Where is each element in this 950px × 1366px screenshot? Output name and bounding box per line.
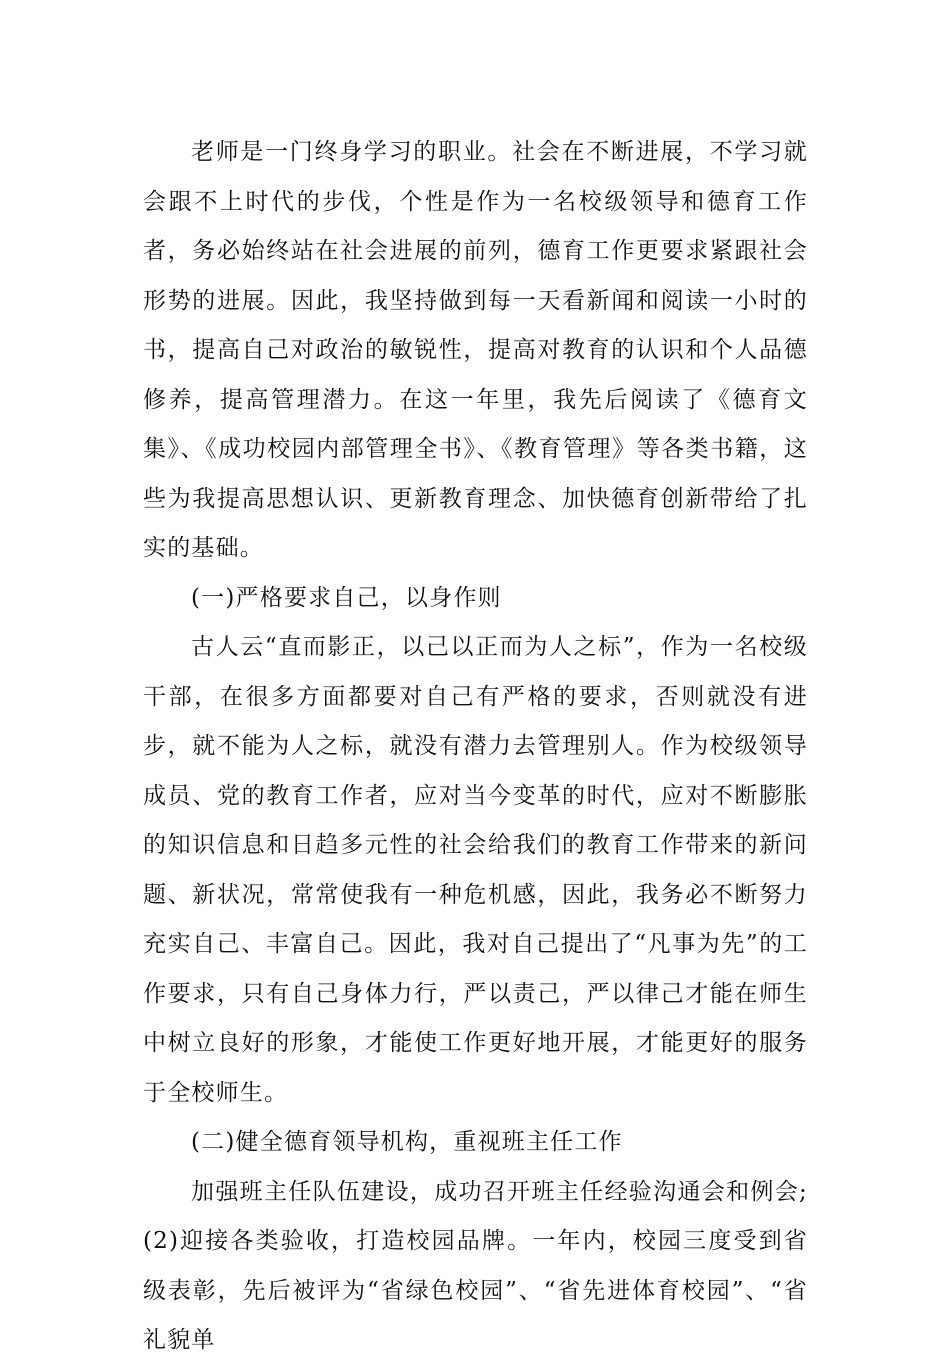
section-heading-two: (二)健全德育领导机构，重视班主任工作	[191, 1129, 623, 1155]
paragraph-self-discipline: 古人云“直而影正，以己以正而为人之标”，作为一名校级干部，在很多方面都要对自己有严格的要求，否则就没有进步，就不能为人之标，就没有潜力去管理别人。作为校级领导成员、党的教育工作者，应对当今变革的时代，应对不断膨胀的知识信息和日趋多元性的社会给我们的教育工作带来的新问题、新状况，常常使我有一种危机感，因此，我务必不断努力充实自己、丰富自己。因此，我对自己提出了“凡事为先”的工作要求，只有自己身体力行，严以责己，严以律己才能在师生中树立良好的形象，才能使工作更好地开展，才能更好的服务于全校师生。	[143, 634, 808, 1106]
paragraph-reading-habits: 老师是一门终身学习的职业。社会在不断进展，不学习就会跟不上时代的步伐，个性是作为一名校级领导和德育工作者，务必始终站在社会进展的前列，德育工作更要求紧跟社会形势的进展。因此，我坚持做到每一天看新闻和阅读一小时的书，提高自己对政治的敏锐性，提高对教育的认识和个人品德修养，提高管理潜力。在这一年里，我先后阅读了《德育文集》、《成功校园内部管理全书》、《教育管理》等各类书籍，这些为我提高思想认识、更新教育理念、加快德育创新带给了扎实的基础。	[143, 139, 808, 561]
document-body	[143, 128, 808, 1366]
paragraph-class-teacher-work: 加强班主任队伍建设，成功召开班主任经验沟通会和例会;(2)迎接各类验收，打造校园品牌。一年内，校园三度受到省级表彰，先后被评为“省绿色校园”、“省先进体育校园”、“省礼貌单	[143, 1178, 808, 1353]
section-heading-one: (一)严格要求自己，以身作则	[191, 584, 502, 611]
